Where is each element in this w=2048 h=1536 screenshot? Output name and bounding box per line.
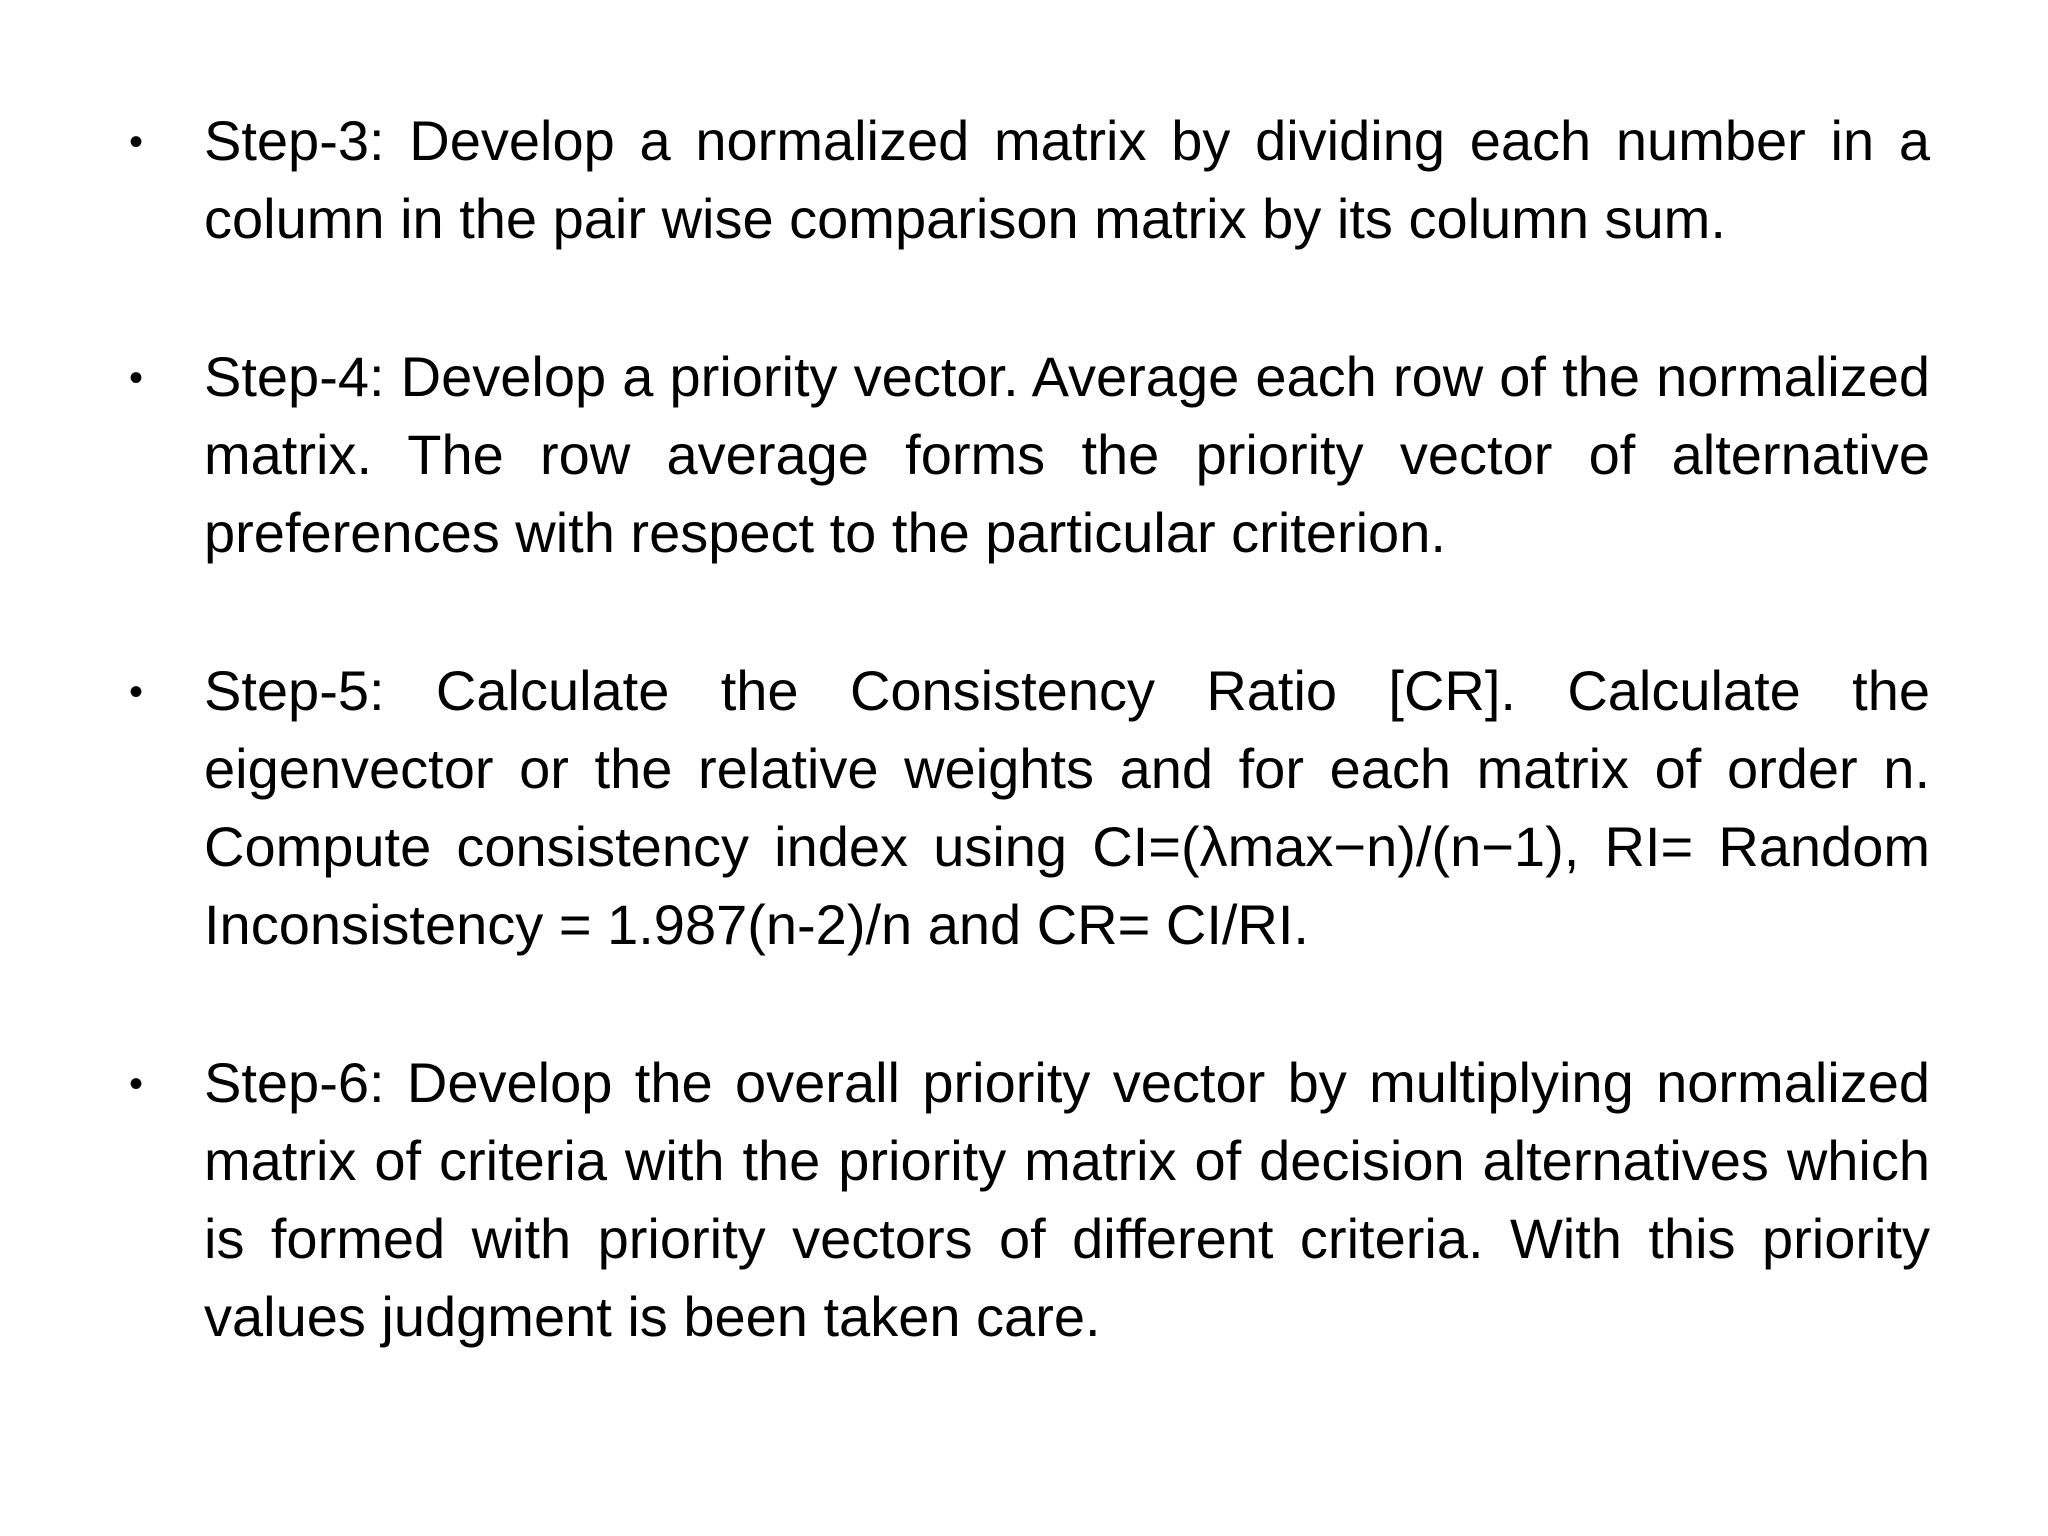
bullet-step-6 — [118, 1044, 1930, 1356]
bullet-list — [118, 102, 1930, 1356]
bullet-dot-icon: • — [128, 120, 143, 164]
bullet-text-step-5: Step-5: Calculate the Consistency Ratio [CR]. Calculate the eigenvector or the relative weights and for each matrix of order n. Compute consistency index using CI=(λmax−n)/(n−1), RI= Random Inconsistency = 1.987(n-2)/n and CR= CI/RI. — [204, 659, 1930, 956]
bullet-dot-icon: • — [128, 356, 143, 400]
bullet-dot-icon: • — [128, 1062, 143, 1106]
bullet-step-3 — [118, 102, 1930, 258]
bullet-text-step-3: Step-3: Develop a normalized matrix by dividing each number in a column in the pair wise comparison matrix by its column sum. — [204, 109, 1930, 250]
bullet-step-5 — [118, 652, 1930, 964]
bullet-step-4 — [118, 338, 1930, 572]
bullet-dot-icon: • — [128, 670, 143, 714]
bullet-text-step-6: Step-6: Develop the overall priority vector by multiplying normalized matrix of criteria with the priority matrix of decision alternatives which is formed with priority vectors of different criteria. With this priority values judgment is been taken care. — [204, 1051, 1930, 1348]
bullet-text-step-4: Step-4: Develop a priority vector. Average each row of the normalized matrix. The row average forms the priority vector of alternative preferences with respect to the particular criterion. — [204, 345, 1930, 564]
